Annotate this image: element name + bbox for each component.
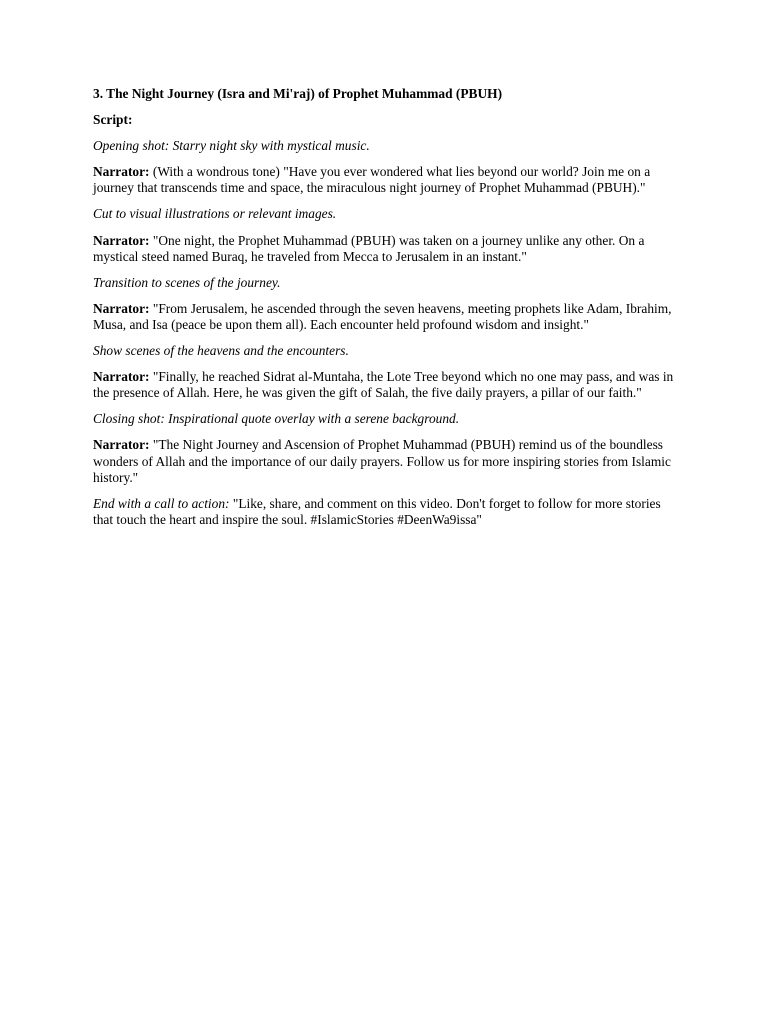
narration-paragraph-3	[93, 301, 683, 333]
speaker-label: Narrator:	[93, 369, 150, 385]
narration-paragraph-2	[93, 233, 683, 265]
narration-paragraph-1	[93, 164, 683, 196]
stage-direction-1: Cut to visual illustrations or relevant images.	[93, 206, 337, 222]
call-to-action-paragraph	[93, 496, 683, 528]
narration-text: "From Jerusalem, he ascended through the seven heavens, meeting prophets like Adam, Ibrahim, Musa, and Isa (peace be upon them all). Each encounter held profound wisdom and insight."	[93, 300, 672, 332]
speaker-label: Narrator:	[93, 164, 150, 180]
script-label: Script:	[93, 112, 133, 128]
stage-direction-3: Show scenes of the heavens and the encounters.	[93, 343, 349, 359]
narration-paragraph-5	[93, 437, 683, 485]
speaker-label: Narrator:	[93, 437, 150, 453]
narration-text: "The Night Journey and Ascension of Prophet Muhammad (PBUH) remind us of the boundless wonders of Allah and the importance of our daily prayers. Follow us for more inspiring stories from Islamic history."	[93, 437, 671, 485]
speaker-label: Narrator:	[93, 232, 150, 248]
speaker-label: Narrator:	[93, 300, 150, 316]
call-to-action-text: "Like, share, and comment on this video. Don't forget to follow for more stories that touch the heart and inspire the soul. #IslamicStories #DeenWa9issa"	[93, 495, 661, 527]
closing-shot-direction: Closing shot: Inspirational quote overlay with a serene background.	[93, 411, 460, 427]
narration-text: "Finally, he reached Sidrat al-Muntaha, the Lote Tree beyond which no one may pass, and was in the presence of Allah. Here, he was given the gift of Salah, the five daily prayers, a pillar of our faith."	[93, 369, 674, 401]
opening-shot-direction: Opening shot: Starry night sky with mystical music.	[93, 138, 370, 154]
document-page	[93, 86, 683, 538]
call-to-action-label: End with a call to action:	[93, 495, 230, 511]
document-title: 3. The Night Journey (Isra and Mi'raj) of Prophet Muhammad (PBUH)	[93, 86, 503, 101]
narration-paragraph-4	[93, 369, 683, 401]
narration-text: "One night, the Prophet Muhammad (PBUH) was taken on a journey unlike any other. On a mystical steed named Buraq, he traveled from Mecca to Jerusalem in an instant."	[93, 232, 645, 264]
stage-direction-2: Transition to scenes of the journey.	[93, 274, 281, 290]
narration-text: (With a wondrous tone) "Have you ever wondered what lies beyond our world? Join me on a journey that transcends time and space, the miraculous night journey of Prophet Muhammad (PBUH)."	[93, 164, 651, 196]
